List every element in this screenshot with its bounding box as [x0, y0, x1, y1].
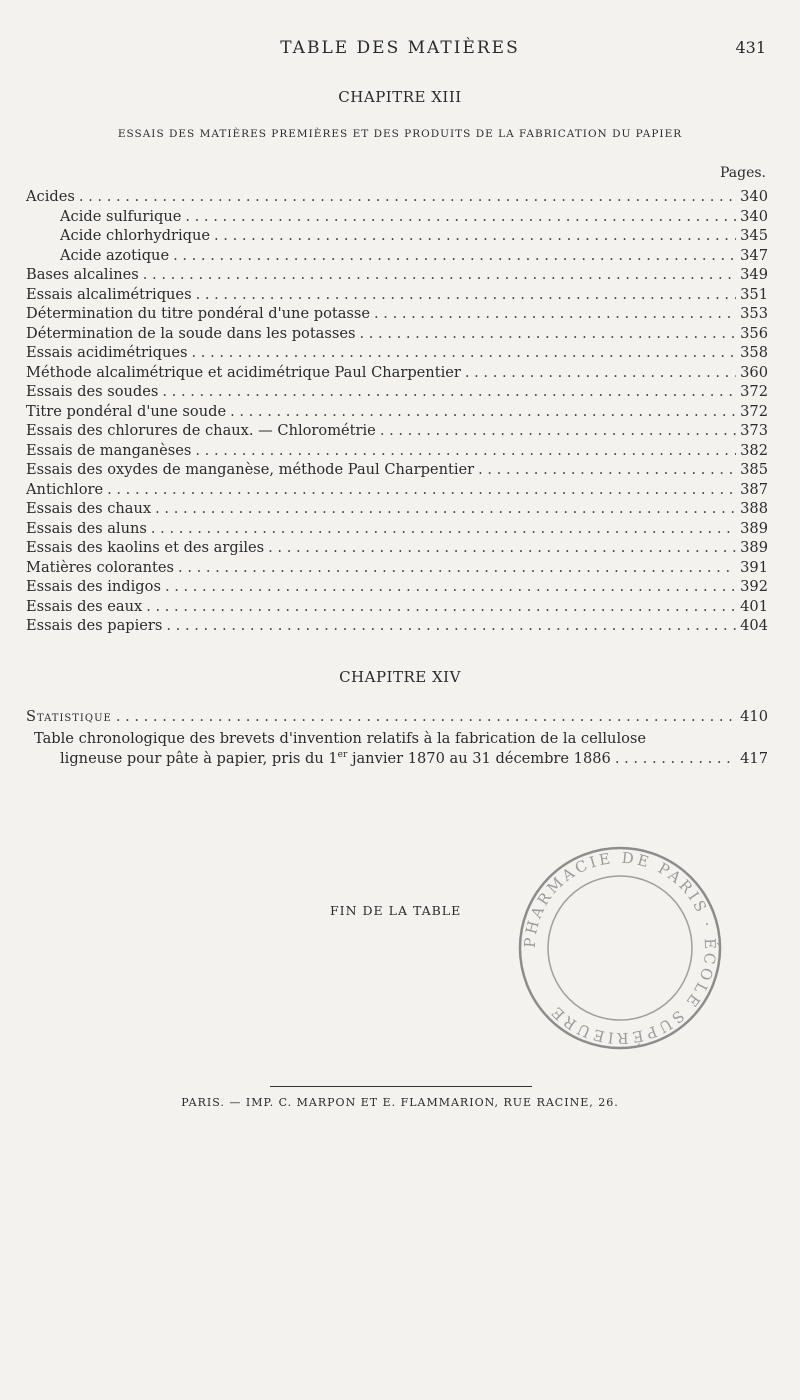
toc-entry[interactable]: [26, 539, 768, 559]
toc-entry-page: 340: [740, 207, 768, 225]
toc-entry-label: Statistique: [26, 708, 112, 725]
toc-entry-label: Méthode alcalimétrique et acidimétrique Paul Charpentier: [26, 363, 461, 381]
leader-dots: [162, 383, 736, 400]
toc-entry[interactable]: [26, 442, 768, 462]
toc-entry-label: Essais des aluns: [26, 519, 147, 537]
toc-entry[interactable]: [26, 286, 768, 306]
leader-dots: [195, 442, 736, 459]
leader-dots: [374, 305, 736, 322]
leader-dots: [165, 578, 736, 595]
toc-entry-label: Détermination de la soude dans les potasses: [26, 324, 356, 342]
toc-entry-label: Essais des soudes: [26, 383, 159, 400]
toc-entry-label: Essais des papiers: [26, 617, 163, 634]
toc-entry-page: 417: [740, 750, 768, 767]
toc-entry[interactable]: [26, 403, 768, 423]
toc-chapter-xiii: [26, 188, 768, 637]
toc-entry-page: 373: [740, 422, 768, 439]
label-part: janvier 1870 au 31 décembre 1886: [347, 750, 611, 767]
toc-entry-label: Matières colorantes: [26, 558, 175, 576]
toc-entry-page: 358: [740, 344, 768, 361]
toc-entry-page: 389: [740, 519, 768, 537]
toc-entry-page: 340: [740, 188, 768, 205]
toc-entry-label: Essais des indigos: [26, 578, 161, 595]
toc-entry-label: Titre pondéral d'une soude: [26, 402, 227, 420]
leader-dots: [185, 208, 736, 225]
leader-dots: [268, 539, 736, 556]
library-stamp: [505, 838, 735, 1058]
toc-entry-label: Acide chlorhydrique: [60, 227, 211, 244]
toc-entry[interactable]: [26, 364, 768, 384]
toc-entry-page: 385: [740, 461, 768, 478]
toc-entry-page: 391: [740, 558, 768, 576]
leader-dots: [478, 461, 736, 478]
stamp-text: PHARMACIE DE PARIS · ÉCOLE SUPÉRIEURE: [520, 848, 720, 1048]
toc-entry-page: 410: [740, 708, 768, 725]
toc-entry-label: Acide sulfurique: [60, 207, 182, 225]
toc-entry-page: 345: [740, 227, 768, 244]
toc-entry-page: 392: [740, 578, 768, 595]
toc-chapter-xiv: [26, 708, 768, 728]
toc-entry-table-chronologique-line2[interactable]: [60, 750, 768, 770]
toc-entry-page: 404: [740, 617, 768, 634]
toc-entry-page: 388: [740, 500, 768, 517]
toc-entry[interactable]: [26, 520, 768, 540]
toc-entry-table-chronologique-line1[interactable]: Table chronologique des brevets d'invention relatifs à la fabrication de la cellulose: [34, 730, 647, 747]
toc-entry-label: Acides: [26, 188, 75, 205]
leader-dots: [146, 598, 736, 615]
toc-entry-page: 372: [740, 402, 768, 420]
toc-entry-page: 389: [740, 539, 768, 556]
toc-entry[interactable]: [26, 266, 768, 286]
toc-entry-label: Essais des eaux: [26, 597, 143, 615]
toc-entry-page: 351: [740, 285, 768, 303]
toc-entry-page: 360: [740, 363, 768, 381]
toc-entry-label: Détermination du titre pondéral d'une potasse: [26, 305, 371, 322]
toc-entry-page: 382: [740, 441, 768, 459]
toc-entry-label: [60, 750, 611, 767]
chapter-xiii-title: CHAPITRE XIII: [338, 88, 462, 106]
toc-entry-label: Essais de manganèses: [26, 441, 192, 459]
toc-entry[interactable]: [26, 247, 768, 267]
toc-entry-label: Essais des chlorures de chaux. — Chlorométrie: [26, 422, 376, 439]
toc-entry-label: Essais des chaux: [26, 500, 152, 517]
leader-dots: [116, 708, 736, 725]
leader-dots: [173, 247, 736, 264]
toc-entry-page: 347: [740, 246, 768, 264]
leader-dots: [192, 344, 737, 361]
toc-entry[interactable]: [26, 422, 768, 442]
toc-entry-label: Acide azotique: [60, 246, 170, 264]
running-head: [0, 38, 800, 62]
toc-entry[interactable]: [26, 598, 768, 618]
leader-dots: [230, 403, 736, 420]
toc-entry[interactable]: [26, 344, 768, 364]
toc-entry[interactable]: [26, 227, 768, 247]
leader-dots: [143, 266, 736, 283]
imprint: PARIS. — IMP. C. MARPON ET E. FLAMMARION, RUE RACINE, 26.: [181, 1096, 619, 1109]
leader-dots: [79, 188, 736, 205]
toc-entry[interactable]: [26, 305, 768, 325]
toc-entry-label: Bases alcalines: [26, 266, 139, 283]
leader-dots: [465, 364, 736, 381]
toc-entry-page: 401: [740, 597, 768, 615]
running-title: TABLE DES MATIÈRES: [280, 38, 520, 58]
toc-entry-page: 349: [740, 266, 768, 283]
chapter-xiv-title: CHAPITRE XIV: [339, 668, 461, 686]
leader-dots: [615, 750, 736, 767]
leader-dots: [155, 500, 736, 517]
leader-dots: [178, 559, 736, 576]
leader-dots: [196, 286, 737, 303]
toc-entry[interactable]: [26, 481, 768, 501]
toc-entry-statistique[interactable]: [26, 708, 768, 728]
toc-entry[interactable]: [26, 325, 768, 345]
toc-entry-label: Essais des kaolins et des argiles: [26, 539, 265, 556]
toc-entry-page: 372: [740, 383, 768, 400]
end-of-table-label: FIN DE LA TABLE: [330, 903, 462, 918]
toc-entry-label: Essais alcalimétriques: [26, 285, 192, 303]
toc-entry[interactable]: [26, 208, 768, 228]
leader-dots: [151, 520, 736, 537]
toc-entry-label: Essais acidimétriques: [26, 344, 188, 361]
toc-entry[interactable]: [26, 383, 768, 403]
label-superscript: er: [337, 750, 348, 761]
toc-entry[interactable]: [26, 461, 768, 481]
svg-text:PHARMACIE DE PARIS · ÉCOLE SUP: [521, 849, 719, 1047]
toc-entry[interactable]: [26, 617, 768, 637]
toc-entry-label: Essais des oxydes de manganèse, méthode Paul Charpentier: [26, 461, 475, 478]
toc-entry-page: 356: [740, 324, 768, 342]
toc-entry-label: Antichlore: [26, 480, 104, 498]
leader-dots: [380, 422, 736, 439]
chapter-xiii-subtitle: ESSAIS DES MATIÈRES PREMIÈRES ET DES PRODUITS DE LA FABRICATION DU PAPIER: [117, 128, 683, 140]
imprint-rule: [270, 1086, 532, 1087]
toc-entry[interactable]: [26, 500, 768, 520]
leader-dots: [107, 481, 736, 498]
pages-column-label: Pages.: [719, 165, 766, 181]
toc-entry-page: 353: [740, 305, 768, 322]
leader-dots: [166, 617, 736, 634]
toc-entry[interactable]: [26, 578, 768, 598]
leader-dots: [360, 325, 737, 342]
toc-entry-page: 387: [740, 480, 768, 498]
label-part: ligneuse pour pâte à papier, pris du 1: [60, 750, 338, 767]
page-number: 431: [735, 38, 766, 57]
leader-dots: [214, 227, 736, 244]
toc-entry[interactable]: [26, 559, 768, 579]
toc-entry[interactable]: [26, 188, 768, 208]
